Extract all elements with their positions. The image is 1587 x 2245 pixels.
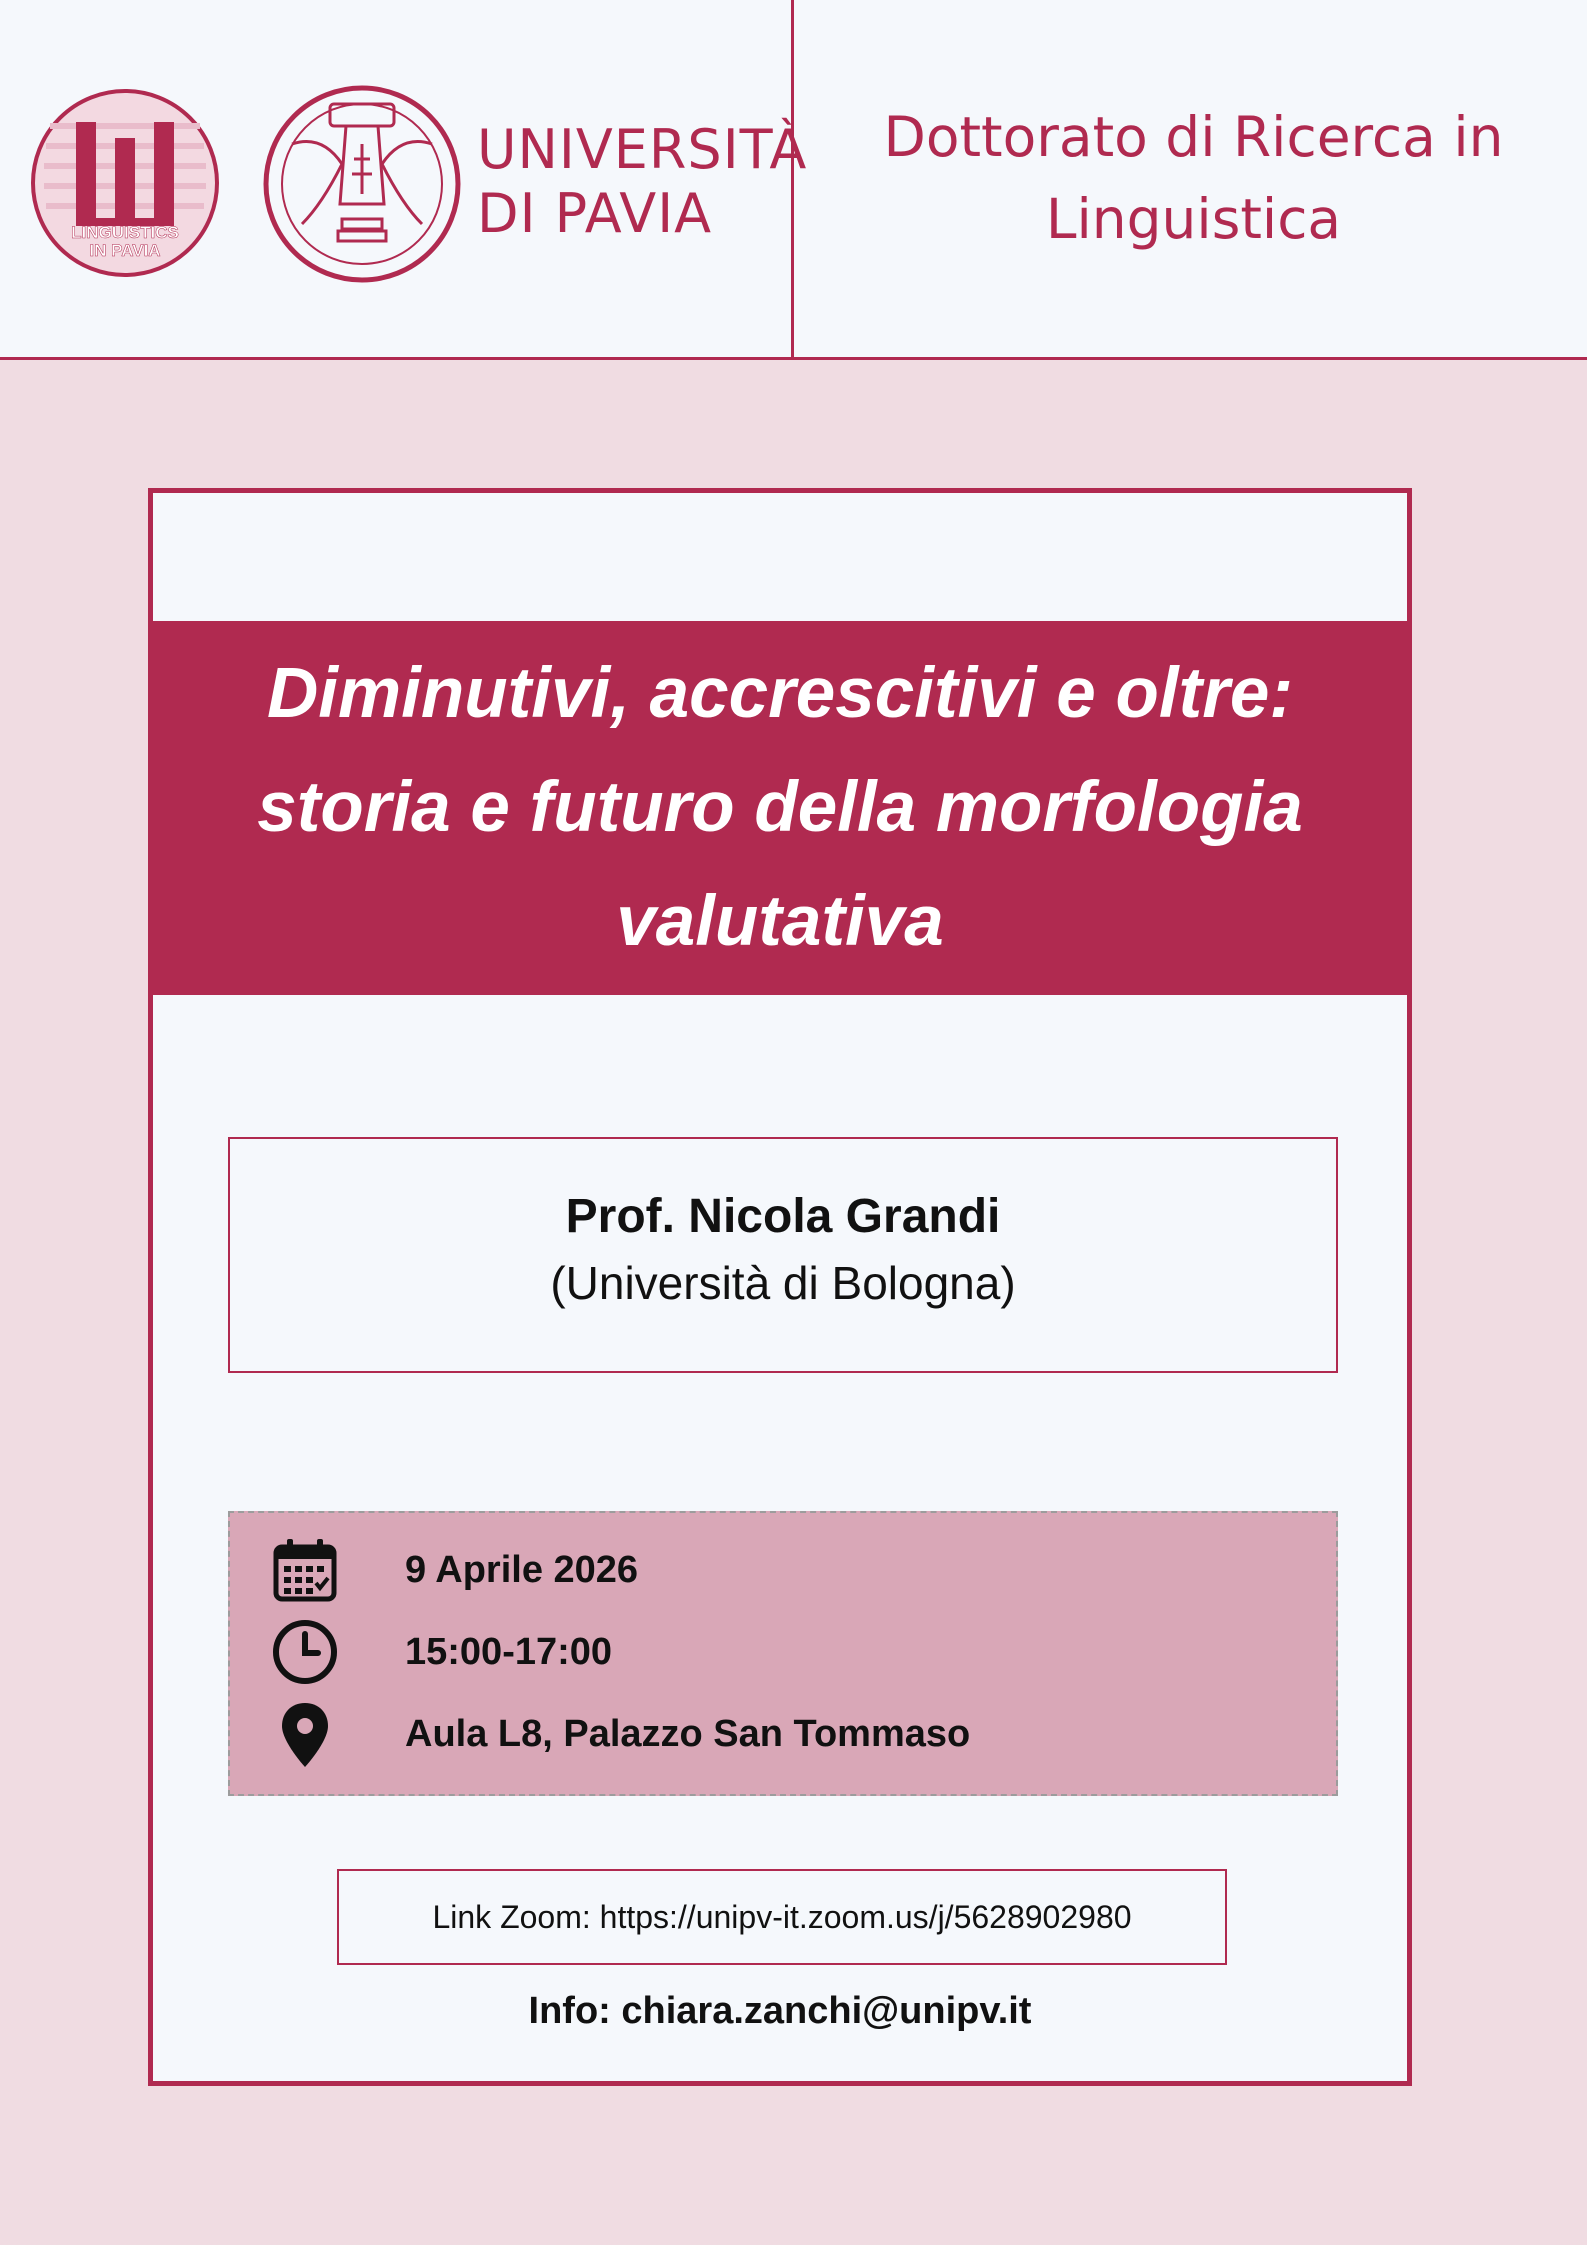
linguistics-in-pavia-logo (30, 88, 220, 278)
speaker-name: Prof. Nicola Grandi (565, 1190, 1001, 1243)
contact-info: Info: chiara.zanchi@unipv.it (528, 1990, 1032, 2032)
event-title-line-2: storia e futuro della morfologia (257, 768, 1303, 847)
event-date: 9 Aprile 2026 (405, 1549, 639, 1591)
event-title-line-3: valutativa (616, 882, 944, 961)
speaker-affiliation: (Università di Bologna) (550, 1257, 1016, 1309)
title-band (153, 621, 1407, 995)
location-pin-icon (270, 1699, 340, 1769)
event-location: Aula L8, Palazzo San Tommaso (405, 1713, 971, 1755)
university-name-line-2: DI PAVIA (477, 182, 713, 245)
ling-logo-line-2: IN PAVIA (89, 241, 161, 260)
clock-icon (270, 1617, 340, 1687)
university-name (477, 118, 807, 246)
university-name-line-1: UNIVERSITÀ (477, 118, 808, 181)
event-card (148, 488, 1412, 2086)
calendar-icon (270, 1535, 340, 1605)
detail-row-date (230, 1535, 1330, 1605)
university-seal-logo (262, 84, 462, 284)
event-time: 15:00-17:00 (405, 1631, 613, 1673)
detail-row-location (230, 1699, 1330, 1769)
event-title-line-1: Diminutivi, accrescitivi e oltre: (267, 654, 1293, 733)
event-title (190, 637, 1370, 979)
program-title-line-1: Dottorato di Ricerca in (883, 105, 1504, 169)
program-title (800, 96, 1587, 260)
zoom-link[interactable]: Link Zoom: https://unipv-it.zoom.us/j/5628902980 (337, 1869, 1227, 1965)
speaker-box (228, 1137, 1338, 1373)
program-title-line-2: Linguistica (1045, 187, 1342, 251)
details-box (228, 1511, 1338, 1796)
ling-logo-line-1: LINGUISTICS (71, 223, 179, 242)
detail-row-time (230, 1617, 1330, 1687)
